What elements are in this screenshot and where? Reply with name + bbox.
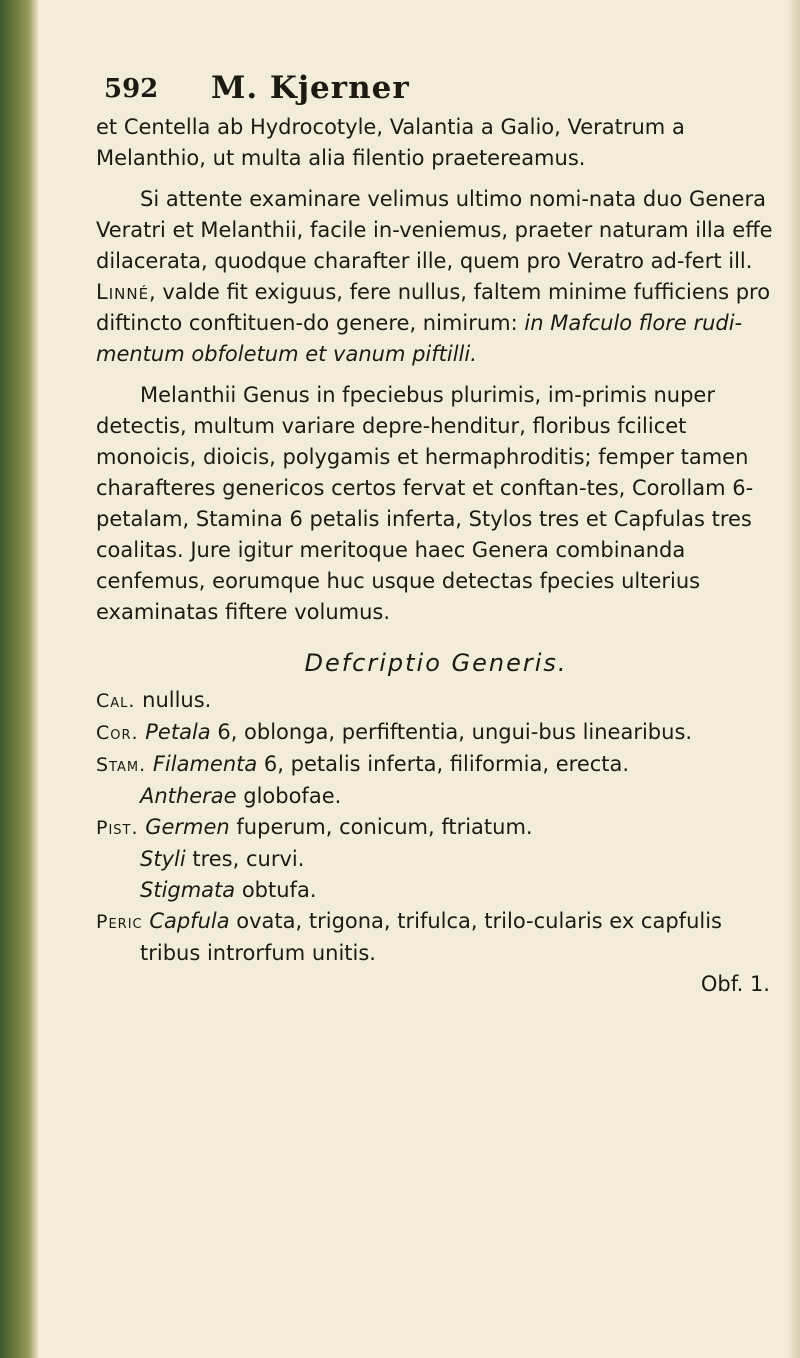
- paragraph-3: Melanthii Genus in fpeciebus plurimis, im-primis nuper detectis, multum variare depre-henditur, floribus fcilicet monoicis, dioicis, polygamis et hermaphroditis; femper tamen charafteres genericos certos fervat et conftan-tes, Corollam 6-petalam, Stamina 6 petalis inferta, Stylos tres et Capfulas tres coalitas. Jure igitur meritoque haec Genera combinanda cenfemus, eorumque huc usque detectas fpecies ulterius examinatas fiftere volumus.: [96, 383, 754, 624]
- pist-term: Germen: [145, 815, 230, 839]
- cor-text: 6, oblonga, perfiftentia, ungui-bus linearibus.: [210, 720, 693, 744]
- desc-stamina: [96, 749, 776, 781]
- paragraph-2-italic: in Mafculo flore rudi-mentum obfoletum et vanum piftilli.: [96, 311, 743, 366]
- stam-label: Stam.: [96, 754, 147, 776]
- peric-label: Peric: [96, 911, 143, 933]
- antherae-text: globofae.: [236, 784, 342, 808]
- page-binding-edge: [0, 0, 38, 1358]
- stigmata-text: obtufa.: [235, 878, 317, 902]
- page-right-edge: [786, 0, 800, 1358]
- paragraph-2-mid: , valde fit exiguus, fere nullus, faltem minime fufficiens pro diftincto conftituen-do genere, nimirum:: [96, 280, 771, 335]
- desc-corolla: [96, 717, 776, 749]
- pist-label: Pist.: [96, 817, 139, 839]
- desc-antherae: [96, 781, 776, 812]
- running-head-author: M. Kjerner: [211, 70, 410, 106]
- styli-text: tres, curvi.: [185, 847, 305, 871]
- desc-calyx: [96, 685, 776, 717]
- desc-pericarpium: [96, 906, 776, 969]
- linne-name: Linné: [96, 280, 150, 304]
- cal-label: Cal.: [96, 690, 136, 712]
- paragraph-2: [96, 184, 776, 370]
- pist-text: fuperum, conicum, ftriatum.: [229, 815, 533, 839]
- paragraph-2-start: Si attente examinare velimus ultimo nomi-nata duo Genera Veratri et Melanthii, facile in-veniemus, praeter naturam illa effe dilacerata, quodque charafter ille, quem pro Veratro ad-fert ill.: [96, 187, 773, 273]
- book-page: [96, 56, 776, 1000]
- desc-pistillum: [96, 812, 776, 844]
- cor-label: Cor.: [96, 722, 139, 744]
- body-text: [96, 112, 776, 1000]
- page-number: 592: [104, 74, 159, 104]
- catchword: Obf. 1.: [700, 972, 770, 996]
- cal-text: nullus.: [142, 688, 212, 712]
- peric-text: ovata, trigona, trifulca, trilo-cularis ex capfulis tribus introrfum unitis.: [140, 909, 722, 965]
- styli-term: Styli: [140, 847, 186, 871]
- stam-term: Filamenta: [152, 752, 258, 776]
- stigmata-term: Stigmata: [140, 878, 236, 902]
- running-head: [96, 56, 776, 112]
- section-title: Defcriptio Generis.: [304, 649, 568, 677]
- stam-text: 6, petalis inferta, filiformia, erecta.: [257, 752, 630, 776]
- antherae-term: Antherae: [140, 784, 237, 808]
- desc-styli: [96, 844, 776, 875]
- paragraph-1: et Centella ab Hydrocotyle, Valantia a Galio, Veratrum a Melanthio, ut multa alia filentio praetereamus.: [96, 115, 685, 170]
- cor-term: Petala: [145, 720, 211, 744]
- peric-term: Capfula: [149, 909, 230, 933]
- desc-stigmata: [96, 875, 776, 906]
